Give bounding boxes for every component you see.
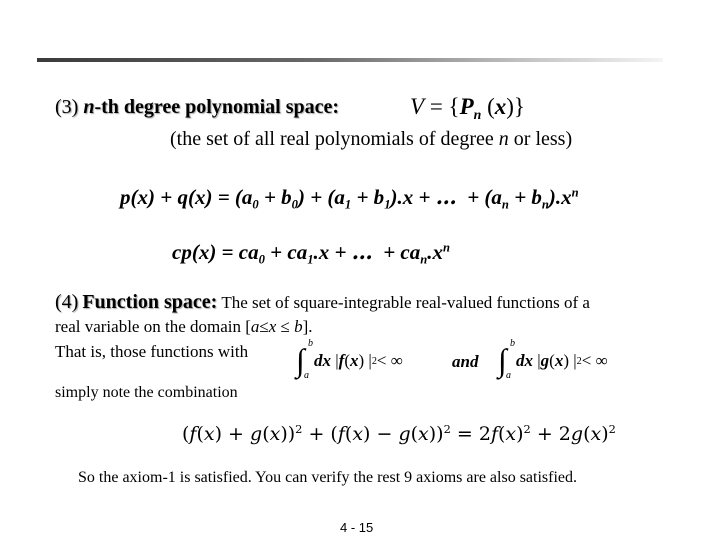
section3-n-variable: n <box>83 96 95 118</box>
section3-note: (the set of all real polynomials of degree n or less) <box>170 128 573 150</box>
section4-description: The set of square-integrable real-valued functions of a <box>221 293 590 312</box>
section3-number: (3) <box>55 96 79 118</box>
section4-line2: real variable on the domain [a≤x ≤ b]. <box>55 317 313 336</box>
section3-title: -th degree polynomial space: <box>94 96 340 118</box>
section4-line3: That is, those functions with <box>55 342 249 361</box>
section4-line1 <box>55 291 590 314</box>
section3-heading <box>55 96 339 119</box>
title-rule <box>37 58 663 62</box>
polynomial-space-definition: $V = \{P_n$ (x)} <box>410 94 525 122</box>
polynomial-addition-equation: $p(x) + q(x) = (a_0 + b_0) + (a_1 + b_1).x$ + … + $(a_n + b_n).x^n$ <box>120 184 579 212</box>
combination-identity: $(f(x) + g(x))^2 + (f(x) - g(x))^2 = 2f(x)^2 + 2g(x)^2$ <box>182 422 616 445</box>
section4-title: Function space: <box>82 291 218 313</box>
combination-intro: simply note the combination <box>55 384 238 401</box>
conclusion-text: So the axiom-1 is satisfied. You can verify the rest 9 axioms are also satisfied. <box>78 469 578 486</box>
page-number: 4 - 15 <box>340 520 374 535</box>
integral-condition-f: ∫ b a dx | f ( x ) | 2 < ∞ <box>296 338 403 381</box>
scalar-multiplication-equation: $cp(x) = ca_0 + ca_1.x$ + … + $ca_n.x^n$ <box>172 239 451 267</box>
integral-condition-g: ∫ b a dx | g ( x ) | 2 < ∞ <box>498 338 608 381</box>
section4-number: (4) <box>55 291 79 313</box>
and-word: and <box>452 352 479 371</box>
